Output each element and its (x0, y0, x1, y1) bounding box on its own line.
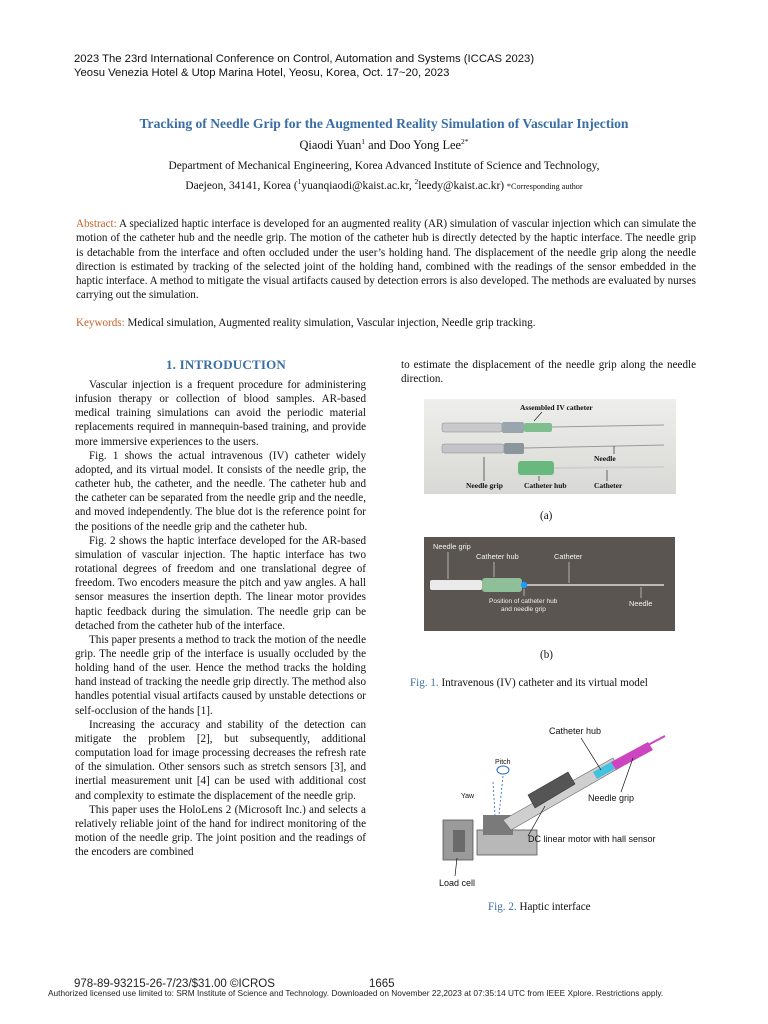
figure-1-caption-text: Intravenous (IV) catheter and its virtual model (438, 677, 648, 689)
label-catheter: Catheter (594, 481, 623, 490)
paragraph: Fig. 2 shows the haptic interface developed for the AR-based simulation of vascular injection. The haptic interface has two rotational degrees of freedom and one translational degree of freedom. Two encoders measure the pitch and yaw angles. A hall sensor measures the insertion depth. The linear motor provides haptic feedback during the simulation. The needle grip can be detached from the catheter hub of the interface. (75, 534, 366, 632)
figure-1b-virtual-model (424, 537, 675, 631)
affiliation (0, 158, 768, 195)
label-yaw: Yaw (461, 793, 475, 800)
figure-2-caption-text: Haptic interface (516, 901, 591, 913)
keywords-label: Keywords: (76, 317, 125, 329)
label-needle-grip: Needle grip (433, 542, 471, 551)
label-load-cell: Load cell (439, 878, 476, 888)
figure-1-label: Fig. 1. (410, 677, 439, 689)
figure-2-caption (488, 901, 591, 913)
footer-authorized-use: Authorized licensed use limited to: SRM Institute of Science and Technology. Downloaded on November 22,2023 at 07:35:14 UTC from IEEE Xplore. Restrictions apply. (48, 988, 664, 998)
figure-2-haptic-interface (433, 720, 673, 895)
label-catheter-hub: Catheter hub (524, 481, 567, 490)
label-needle: Needle (629, 599, 653, 608)
footer-isbn: 978-89-93215-26-7/23/$31.00 ©ICROS (74, 978, 275, 990)
authors-and: and (365, 138, 390, 153)
section-heading-introduction: 1. INTRODUCTION (165, 357, 286, 372)
label-needle: Needle (594, 454, 616, 463)
paragraph: Increasing the accuracy and stability of the detection can mitigate the problem [2], but subsequently, additional computation load for image processing decreases the refresh rate of the simulation. Other sensors such as stretch sensors [3], and inertial measurement unit [4] can be used with additional cost and complexity to estimate the displacement of the needle grip. (75, 718, 366, 802)
label-assembled: Assembled IV catheter (520, 403, 593, 412)
author-2: Doo Yong Lee (389, 138, 462, 153)
affiliation-line-1: Department of Mechanical Engineering, Korea Advanced Institute of Science and Technology, (168, 160, 600, 172)
abstract-text: A specialized haptic interface is developed for an augmented reality (AR) simulation of vascular injection which can simulate the motion of the catheter hub and the needle grip. The motion of the catheter hub is directly detected by the haptic interface. The needle grip is detachable from the interface and often occluded under the user’s holding hand. The displacement of the needle grip along the needle direction is estimated by tracking of the selected joint of the holding hand, combined with the readings of the sensor embedded in the haptic interface. A method to mitigate the visual artifacts caused by detection errors is also developed. The methods are evaluated by nurses carrying out the simulation. (76, 218, 696, 302)
figure-2-label: Fig. 2. (488, 901, 517, 913)
email-1-sup: 1 (297, 177, 302, 186)
conference-line-2: Yeosu Venezia Hotel & Utop Marina Hotel, Yeosu, Korea, Oct. 17~20, 2023 (74, 67, 450, 79)
keywords-text: Medical simulation, Augmented reality simulation, Vascular injection, Needle grip tracking. (124, 317, 536, 329)
corresponding-note: *Corresponding author (506, 181, 583, 191)
footer-page-number: 1665 (369, 978, 395, 990)
figure-1-caption (410, 677, 648, 689)
email-2: leedy@kaist.ac.kr) (418, 179, 507, 192)
label-catheter-hub: Catheter hub (549, 726, 602, 736)
label-catheter-hub: Catheter hub (476, 552, 519, 561)
figure-1b-sublabel: (b) (540, 649, 553, 661)
abstract-label: Abstract: (76, 218, 117, 230)
label-catheter: Catheter (554, 552, 583, 561)
label-position-2: and needle grip (501, 606, 546, 613)
email-2-sup: 2 (414, 177, 419, 186)
paragraph: This paper presents a method to track the motion of the needle grip. The needle grip of the interface is usually occluded by the holding hand of the user. Hence the method tracks the holding hand instead of tracking the needle grip directly. The method also handles potential visual artifacts caused by unstable detections or self-occlusion of the hands [1]. (75, 633, 366, 717)
email-1: yuanqiaodi@kaist.ac.kr, (301, 179, 415, 192)
figure-1a-photo (424, 399, 676, 494)
paper-title: Tracking of Needle Grip for the Augmented Reality Simulation of Vascular Injection (139, 116, 629, 131)
affiliation-line-2 (0, 174, 768, 195)
paragraph-continuation: to estimate the displacement of the needle grip along the needle direction. (401, 359, 696, 386)
author-2-sup: 2* (461, 137, 469, 146)
label-motor: DC linear motor with hall sensor (528, 834, 656, 844)
authors (0, 137, 768, 153)
conference-line-1: 2023 The 23rd International Conference on Control, Automation and Systems (ICCAS 2023) (74, 53, 535, 65)
conference-header (74, 52, 534, 80)
paragraph: Vascular injection is a frequent procedure for administering infusion therapy or collection of blood samples. AR-based medical training simulations can avoid the periodic material replacements required in mannequin-based training, and provide more immersive experiences to the users. (75, 379, 366, 448)
affiliation-location: Daejeon, 34141, Korea ( (185, 179, 298, 192)
author-1-sup: 1 (361, 137, 366, 146)
paragraph: Fig. 1 shows the actual intravenous (IV) catheter widely adopted, and its virtual model. It consists of the needle grip, the catheter hub, the catheter, and the needle. The catheter hub and the catheter can be separated from the needle grip and the needle, and moved independently. The blue dot is the reference point for the positions of the needle grip and the catheter hub. (75, 449, 366, 533)
right-column-text (401, 358, 696, 386)
label-position-1: Position of catheter hub (489, 598, 558, 605)
label-pitch: Pitch (495, 759, 511, 766)
label-needle-grip: Needle grip (588, 793, 635, 803)
left-column (75, 378, 366, 859)
paragraph: This paper uses the HoloLens 2 (Microsoft Inc.) and selects a relatively reliable joint of the hand for indirect monitoring of the motion of the needle grip. The joint position and the readings of the encoders are combined (75, 803, 366, 859)
abstract (76, 217, 696, 303)
label-needle-grip: Needle grip (466, 481, 503, 490)
figure-1a-sublabel: (a) (540, 510, 553, 522)
author-1: Qiaodi Yuan (299, 138, 362, 153)
keywords (76, 316, 696, 330)
